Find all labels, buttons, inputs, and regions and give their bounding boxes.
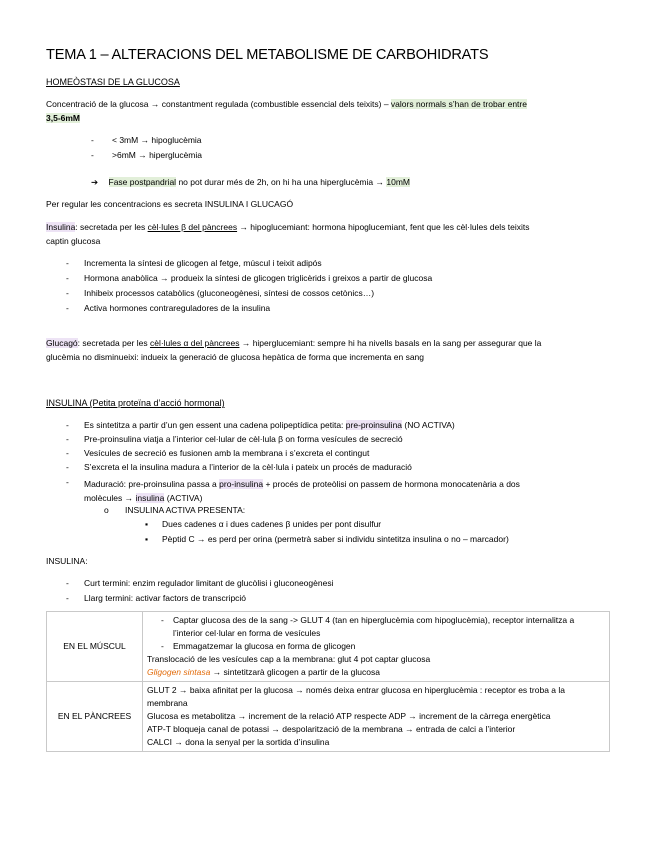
list-dash: - (66, 420, 69, 430)
maduracio-text: Maduració: pre-proinsulina passa a (84, 479, 220, 489)
table-cell (143, 682, 610, 752)
list-dash: - (66, 448, 69, 458)
square-bullet-icon: ▪ (145, 534, 149, 544)
table-row-label: EN EL MÚSCUL (47, 612, 143, 682)
list-dash: - (66, 593, 69, 603)
list-dash: - (66, 477, 69, 487)
arrow-icon: ➔ (91, 177, 99, 187)
list-item (84, 420, 455, 430)
list-dash: - (66, 303, 69, 313)
postprandial-highlight: Fase postpandrial (108, 177, 177, 187)
glucago-cells: cèl·lules α del pàncrees (149, 338, 240, 348)
table-cell (143, 612, 610, 682)
concentracio-range: 3,5-6mM (46, 113, 81, 123)
insulina-term: Insulina (46, 222, 76, 232)
cell-line: ATP-T bloqueja canal de potassi → despolarització de la membrana → entrada de calci a l’interior (147, 724, 516, 734)
glucago-text: : secretada per les (77, 338, 150, 348)
list-item: Pre-proinsulina viatja a l’interior cel·lular de cèl·lula β on forma vesícules de secreció (84, 434, 403, 444)
cell-text: Emmagatzemar la glucosa en forma de glicogen (173, 641, 356, 651)
concentracio-highlight: valors normals s’han de trobar entre (390, 99, 527, 109)
list-dash: - (161, 615, 164, 625)
maduracio-text-3: molècules → (84, 493, 136, 503)
paragraph-glucago (46, 336, 610, 364)
postprandial-line (91, 177, 410, 188)
postprandial-text: no pot durar més de 2h, on hi ha una hiperglucèmia → (176, 177, 387, 187)
table-row (47, 612, 610, 682)
list-item: Incrementa la síntesi de glicogen al fetge, múscul i teixit adipós (84, 258, 322, 268)
maduracio-text-2: + procés de proteòlisi on passem de hormona monocatenària a dos (263, 479, 520, 489)
insulina-text-2: → hipoglucemiant: hormona hipoglucemiant, fent que les cèl·lules dels teixits (237, 222, 530, 232)
list-item: Curt termini: enzim regulador limitant de glucòlisi i gluconeogènesi (84, 578, 334, 588)
list-item: Vesícules de secreció es fusionen amb la membrana i s’excreta el contingut (84, 448, 370, 458)
sub-bullet-icon: o (104, 505, 109, 515)
list-item-maduracio (84, 477, 610, 505)
concentracio-text: Concentració de la glucosa → constantment regulada (combustible essencial dels teixits) – (46, 99, 391, 109)
glucago-text-3: glucèmia no disminueixi: indueix la generació de glucosa hepàtica de forma que incrementa en sang (46, 352, 425, 362)
list-dash: - (161, 641, 164, 651)
list-dash: - (66, 273, 69, 283)
maduracio-text-4: (ACTIVA) (164, 493, 203, 503)
table-row-label: EN EL PÀNCREES (47, 682, 143, 752)
sub-item: INSULINA ACTIVA PRESENTA: (125, 505, 246, 515)
regular-text: Per regular les concentracions es secreta INSULINA I GLUCAGÓ (46, 199, 294, 209)
paragraph-concentracio (46, 97, 610, 125)
list-dash: - (66, 578, 69, 588)
section-heading-homeostasi: HOMEÒSTASI DE LA GLUCOSA (46, 77, 180, 87)
insulina-text-3: captin glucosa (46, 236, 101, 246)
cell-text: Captar glucosa des de la sang -> GLUT 4 (tan en hiperglucèmia com hipoglucèmia), receptor internalitza a l’interior cel·lular en forma de vesícules (173, 615, 575, 638)
list-dash: - (91, 150, 94, 160)
list-item: Activa hormones contrareguladores de la insulina (84, 303, 271, 313)
glicogen-sintasa-term: Gligogen sintasa (147, 667, 211, 677)
list-dash: - (66, 258, 69, 268)
proinsulina-term: pro-insulina (219, 479, 264, 489)
preproinsulina-term: pre-proinsulina (345, 420, 403, 430)
synthesis-text-2: (NO ACTIVA) (402, 420, 455, 430)
list-dash: - (91, 135, 94, 145)
insulina-text: : secretada per les (75, 222, 148, 232)
cell-line (147, 666, 605, 679)
list-item: >6mM → hiperglucèmia (112, 150, 202, 160)
glucago-term: Glucagó (46, 338, 78, 348)
cell-text: → sintetitzarà glicogen a partir de la glucosa (210, 667, 380, 677)
section-heading-insulina-2: INSULINA: (46, 556, 88, 566)
cell-line: Translocació de les vesícules cap a la membrana: glut 4 pot captar glucosa (147, 654, 431, 664)
list-item: Llarg termini: activar factors de transcripció (84, 593, 247, 603)
sub-sub-item: Dues cadenes α i dues cadenes β unides per pont disulfur (162, 519, 382, 529)
paragraph-insulina (46, 220, 610, 248)
square-bullet-icon: ▪ (145, 519, 149, 529)
list-dash: - (66, 462, 69, 472)
section-heading-insulina: INSULINA (Petita proteïna d’acció hormonal) (46, 398, 225, 408)
cell-list-item (147, 614, 605, 640)
cell-line: Glucosa es metabolitza → increment de la relació ATP respecte ADP → increment de la càrrega energètica (147, 711, 551, 721)
table-row (47, 682, 610, 752)
document-title: TEMA 1 – ALTERACIONS DEL METABOLISME DE CARBOHIDRATS (46, 47, 489, 63)
cell-line: GLUT 2 → baixa afinitat per la glucosa → només deixa entrar glucosa en hiperglucèmia : receptor es troba a la membrana (147, 685, 565, 708)
cell-line: CALCI → dona la senyal per la sortida d’insulina (147, 737, 330, 747)
glucago-text-2: → hiperglucemiant: sempre hi ha nivells basals en la sang per assegurar que la (239, 338, 542, 348)
list-item: < 3mM → hipoglucèmia (112, 135, 202, 145)
sub-sub-item: Pèptid C → es perd per orina (permetrà saber si individu sintetitza insulina o no – marcador) (162, 534, 509, 544)
postprandial-value: 10mM (386, 177, 410, 187)
list-item: Hormona anabòlica → produeix la síntesi de glicogen triglicèrids i greixos a partir de glucosa (84, 273, 433, 283)
insulina-active-term: insulina (135, 493, 165, 503)
insulin-action-table (46, 611, 610, 752)
insulina-cells: cèl·lules β del pàncrees (147, 222, 238, 232)
list-item: S’excreta el la insulina madura a l’interior de la cèl·lula i pateix un procés de maduració (84, 462, 412, 472)
list-dash: - (66, 434, 69, 444)
list-item: Inhibeix processos catabòlics (gluconeogènesi, síntesi de cossos cetònics…) (84, 288, 375, 298)
cell-list-item (147, 640, 605, 653)
list-dash: - (66, 288, 69, 298)
synthesis-text: Es sintetitza a partir d’un gen essent una cadena polipeptídica petita: (84, 420, 346, 430)
